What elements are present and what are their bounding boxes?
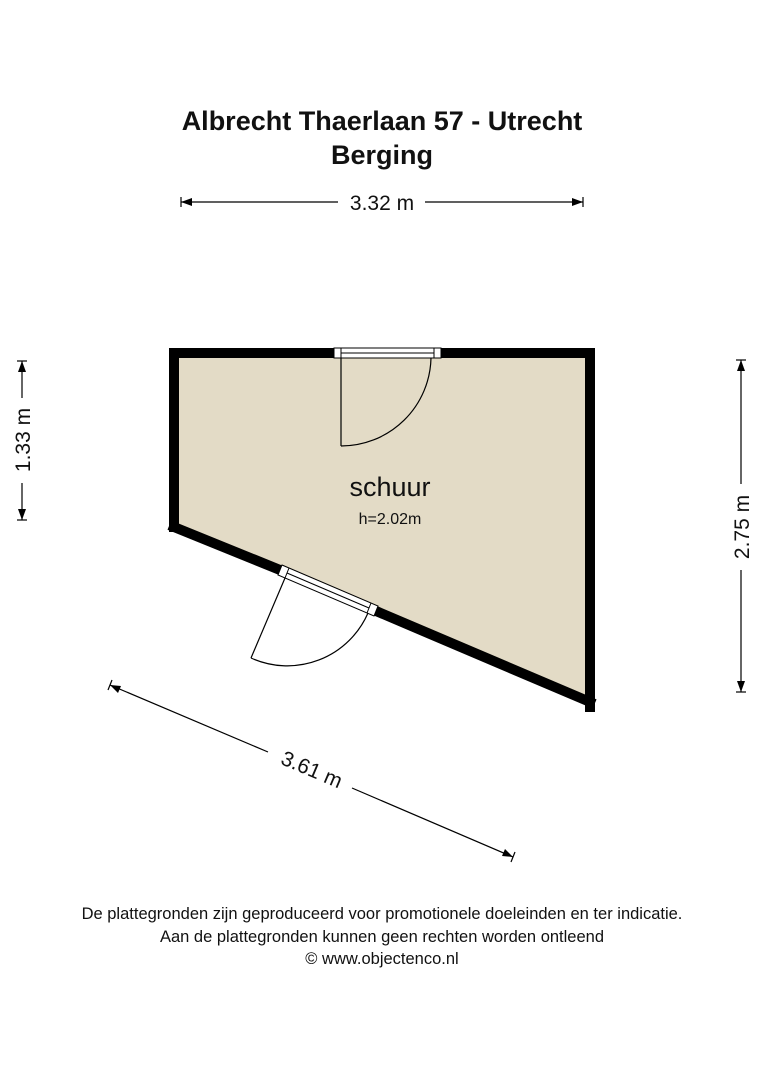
dim-right-arrow-bottom [737,681,745,692]
dim-right-height-label: 2.75 m [731,494,754,560]
copyright-line: © www.objectenco.nl [305,950,459,968]
dim-diag-arrow-right [502,849,513,857]
dim-right-arrow-top [737,360,745,371]
dim-diag-line-left [110,685,268,752]
dim-diag-line-right [352,788,513,857]
dim-left-arrow-top [18,361,26,372]
dim-left-arrow-bottom [18,509,26,520]
dim-top-width-label: 3.32 m [349,192,415,215]
door-bottom-leaf [251,578,285,658]
disclaimer-line-2: Aan de plattegronden kunnen geen rechten worden ontleend [159,928,605,946]
dim-top-arrow-right [572,198,583,206]
disclaimer-line-1: De plattegronden zijn geproduceerd voor promotionele doeleinden en ter indicatie. [81,905,683,923]
room-name: schuur [349,472,431,502]
plan-subtitle: Berging [330,140,433,170]
room-height: h=2.02m [358,511,422,528]
dim-top-arrow-left [181,198,192,206]
door-bottom-swing-arc [251,613,368,666]
dim-diagonal-label: 3.61 m [277,746,346,794]
dim-diag-arrow-left [110,685,121,693]
plan-title: Albrecht Thaerlaan 57 - Utrecht [181,106,583,136]
dim-left-height-label: 1.33 m [12,407,35,473]
